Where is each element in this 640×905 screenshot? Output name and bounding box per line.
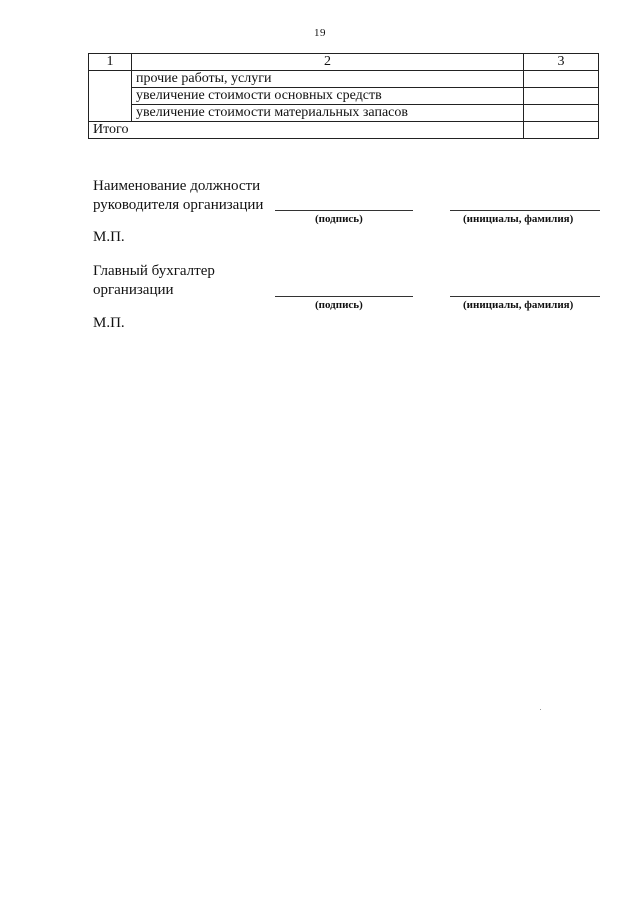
accountant-name-line[interactable] <box>450 296 600 297</box>
director-title-line-2: руководителя организации <box>93 197 264 213</box>
budget-table <box>88 53 599 139</box>
table-row <box>89 88 599 105</box>
table-cell-item: увеличение стоимости основных средств <box>132 88 524 105</box>
table-header-col-1: 1 <box>89 54 132 71</box>
table-cell-value <box>524 88 599 105</box>
table-total-value <box>524 122 599 139</box>
accountant-signature-line[interactable] <box>275 296 413 297</box>
table-row <box>89 71 599 88</box>
table-total-label: Итого <box>89 122 524 139</box>
scan-speck <box>540 709 541 710</box>
table-total-row <box>89 122 599 139</box>
accountant-title-line-1: Главный бухгалтер <box>93 263 215 279</box>
accountant-signature-caption: (подпись) <box>315 299 363 311</box>
table-cell-value <box>524 71 599 88</box>
director-title-line-1: Наименование должности <box>93 178 261 194</box>
table-header-col-3: 3 <box>524 54 599 71</box>
director-name-line[interactable] <box>450 210 600 211</box>
director-name-caption: (инициалы, фамилия) <box>463 213 574 225</box>
accountant-title <box>93 262 215 300</box>
table-header-col-2: 2 <box>132 54 524 71</box>
director-stamp-mark: М.П. <box>93 229 125 245</box>
accountant-title-line-2: организации <box>93 282 174 298</box>
accountant-name-caption: (инициалы, фамилия) <box>463 299 574 311</box>
director-title <box>93 177 263 215</box>
page-number: 19 <box>314 27 326 39</box>
table-row <box>89 105 599 122</box>
table-header-row <box>89 54 599 71</box>
table-cell-value <box>524 105 599 122</box>
accountant-stamp-mark: М.П. <box>93 315 125 331</box>
table-cell-item: увеличение стоимости материальных запасов <box>132 105 524 122</box>
director-signature-line[interactable] <box>275 210 413 211</box>
director-signature-caption: (подпись) <box>315 213 363 225</box>
table-cell-item: прочие работы, услуги <box>132 71 524 88</box>
table-cell-merged-empty <box>89 71 132 122</box>
